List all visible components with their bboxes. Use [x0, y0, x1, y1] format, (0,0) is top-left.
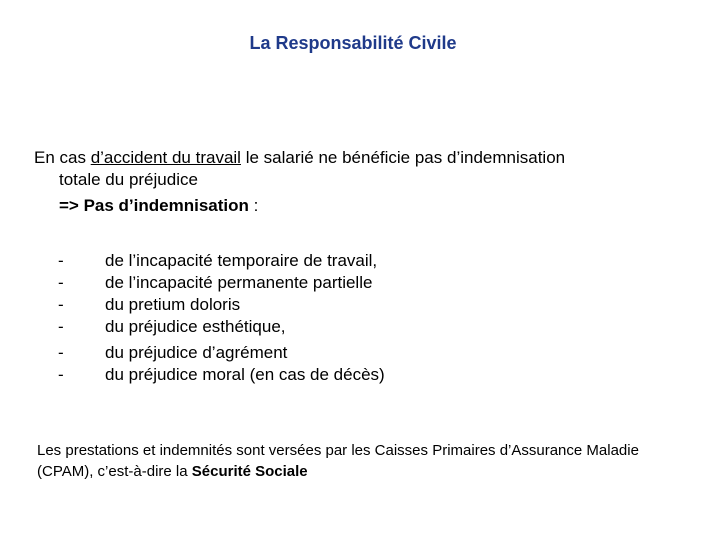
- intro-paragraph: [34, 147, 694, 217]
- list-bullet: -: [58, 317, 64, 336]
- closing-paragraph: [37, 440, 697, 482]
- list-item: [58, 294, 678, 316]
- list-item-text: du préjudice moral (en cas de décès): [105, 365, 385, 384]
- list-item-text: de l’incapacité temporaire de travail,: [105, 251, 378, 270]
- conclusion-bold: => Pas d’indemnisation: [59, 196, 249, 215]
- list-item: [58, 250, 678, 272]
- page-title: La Responsabilité Civile: [249, 33, 457, 53]
- list-item-text: du préjudice d’agrément: [105, 343, 288, 362]
- list-bullet: -: [58, 273, 64, 292]
- list-bullet: -: [58, 251, 64, 270]
- list-item-text: de l’incapacité permanente partielle: [105, 273, 373, 292]
- list-item-text: du pretium doloris: [105, 295, 241, 314]
- list-bullet: -: [58, 343, 64, 362]
- list-item: [58, 316, 678, 338]
- list-item: [58, 272, 678, 294]
- list-item: [58, 342, 678, 364]
- intro-underlined: d’accident du travail: [90, 148, 241, 167]
- list-bullet: -: [58, 365, 64, 384]
- closing-text: Les prestations et indemnités sont versées par les Caisses Primaires d’Assurance Maladie (CPAM), c’est-à-dire la: [37, 442, 639, 480]
- list-bullet: -: [58, 295, 64, 314]
- list-item: [58, 364, 678, 386]
- list-item-text: du préjudice esthétique,: [105, 317, 286, 336]
- intro-prefix: En cas: [34, 148, 91, 167]
- intro-line2: totale du préjudice: [59, 170, 198, 189]
- conclusion-rest: :: [248, 196, 259, 215]
- intro-rest: le salarié ne bénéficie pas d’indemnisation: [240, 148, 566, 167]
- closing-bold: Sécurité Sociale: [191, 463, 308, 480]
- exclusion-list: [58, 250, 678, 386]
- intro-conclusion: [34, 195, 694, 217]
